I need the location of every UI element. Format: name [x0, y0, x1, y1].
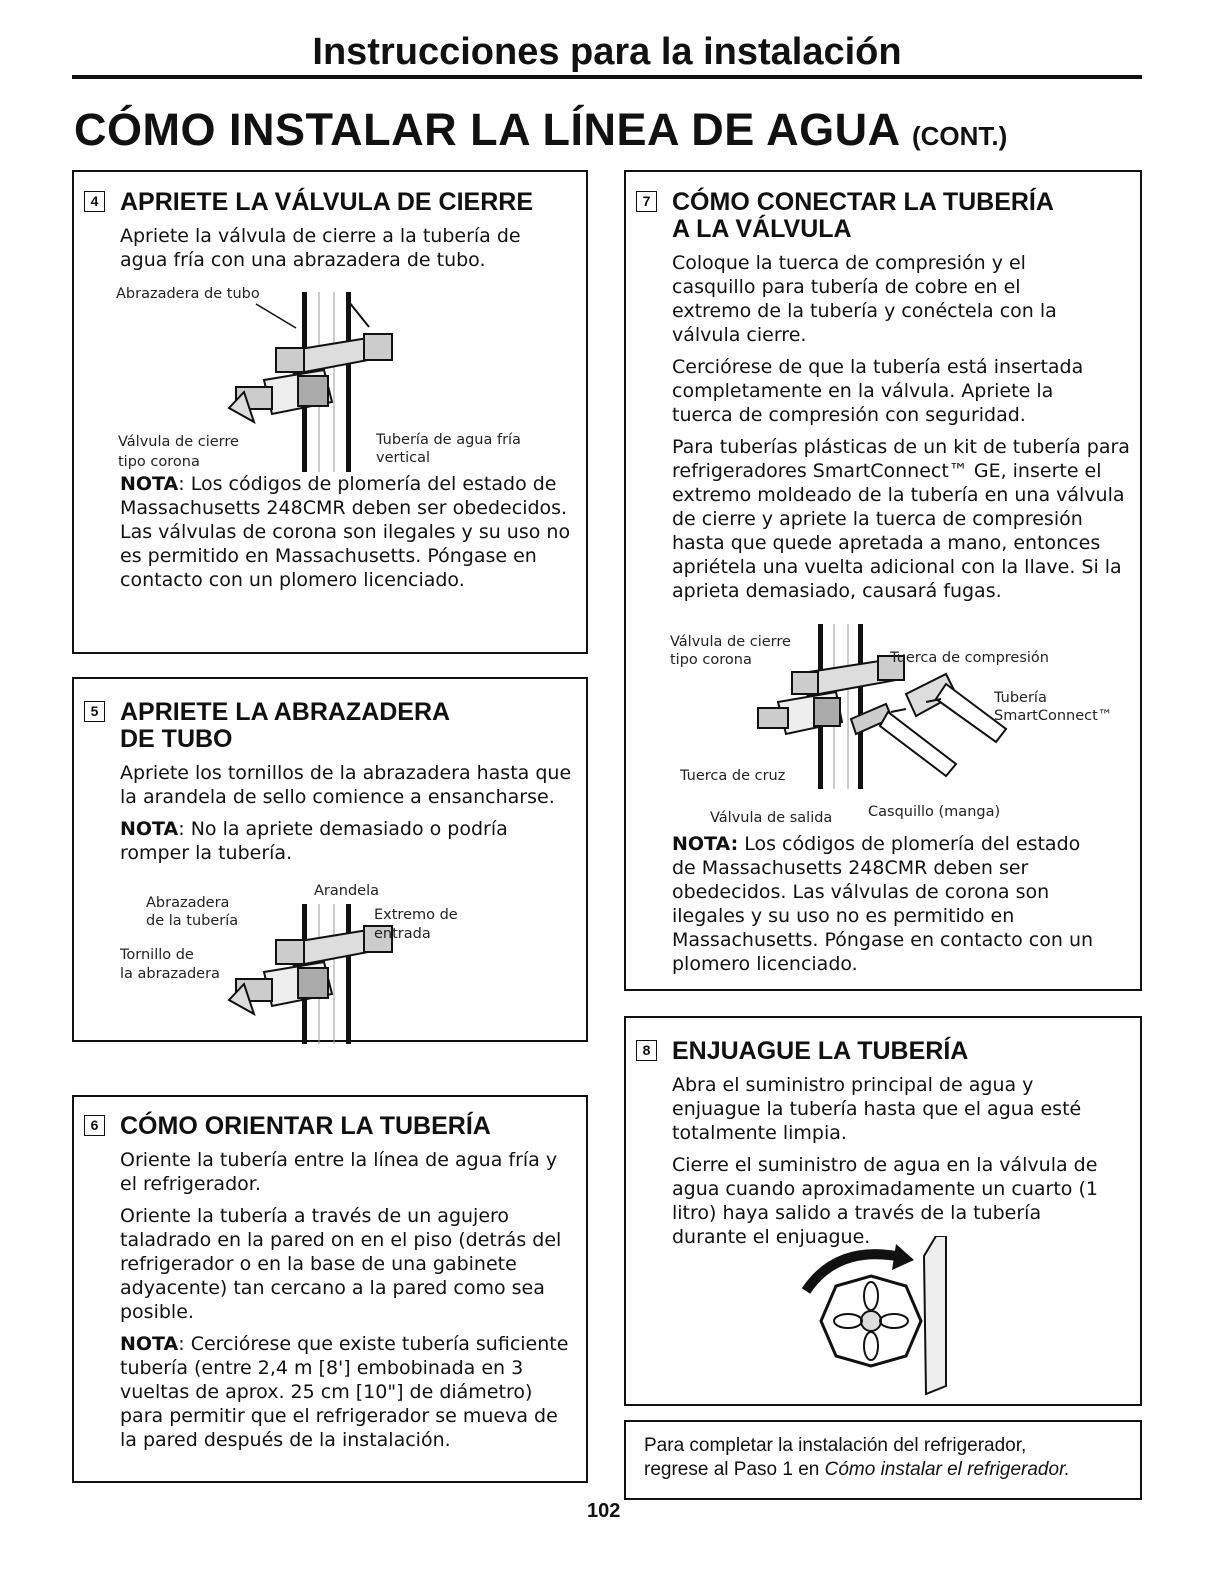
label-cold-pipe-2: vertical: [376, 450, 431, 466]
step-8-title: [626, 1038, 1140, 1065]
step-4-title: [74, 189, 586, 216]
step-8-title-text: ENJUAGUE LA TUBERÍA: [672, 1037, 969, 1065]
final-note-box: [624, 1420, 1142, 1500]
step-8-paragraph-2: Cierre el suministro de agua en la válvula de agua cuando aproximadamente un cuarto (1 litro) haya salido a través de la tubería durante el enjuague.: [672, 1154, 1098, 1248]
step-7-note: [672, 832, 1110, 976]
step-7-paragraph-2: Cerciórese de que la tubería está insertada completamente en la válvula. Apriete la tuerca de compresión con seguridad.: [672, 356, 1084, 426]
step-7-title-2: A LA VÁLVULA: [672, 215, 852, 243]
step-6-number: 6: [84, 1115, 105, 1136]
label-inlet-end-1: Extremo de: [374, 907, 458, 923]
step-6-note-text: : Cerciórese que existe tubería suficiente tubería (entre 2,4 m [8'] embobinada en 3 vueltas de aprox. 25 cm [10"] de diámetro) para permitir que el refrigerador se mueva de la pared después de la instalación.: [120, 1333, 569, 1451]
step-8-paragraph-1: Abra el suministro principal de agua y enjuague la tubería hasta que el agua esté totalmente limpia.: [672, 1074, 1082, 1144]
page-number: 102: [587, 1500, 621, 1522]
label-cross-nut: Tuerca de cruz: [680, 768, 786, 784]
step-8-number: 8: [636, 1040, 657, 1061]
step-4-note-label: NOTA: [120, 473, 179, 495]
step-5-box: [72, 677, 588, 1042]
step-4-box: [72, 170, 588, 654]
step-5-note-text: : No la apriete demasiado o podría romper la tubería.: [120, 818, 508, 864]
label-pipe-clamp: Abrazadera de tubo: [116, 286, 260, 302]
label-clamp-screw-1: Tornillo de: [120, 947, 194, 963]
step-7-number: 7: [636, 191, 657, 212]
page-header: Instrucciones para la instalación: [312, 31, 902, 73]
step-7-title: [626, 189, 1140, 243]
step-6-title-text: CÓMO ORIENTAR LA TUBERÍA: [120, 1112, 491, 1140]
step-5-title-2: DE TUBO: [120, 725, 233, 753]
label-pipe-clamp-2: de la tubería: [146, 913, 239, 929]
step-6-title: [74, 1113, 586, 1140]
label-tube-1: Tubería: [994, 690, 1047, 706]
step-4-paragraph: Apriete la válvula de cierre a la tubería de agua fría con una abrazadera de tubo.: [120, 225, 521, 271]
label-clamp-screw-2: la abrazadera: [120, 966, 220, 982]
label-tube-2: SmartConnect™: [994, 708, 1113, 724]
final-note-link: Cómo instalar el refrigerador.: [824, 1459, 1070, 1480]
step-7-note-text: Los códigos de plomería del estado de Massachusetts 248CMR deben ser obedecidos. Las válvulas de corona son ilegales y su uso no es permitido en Massachusetts. Póngase en contacto con un plomero licenciado.: [672, 833, 1094, 975]
tighten-clamp-diagram: [214, 904, 434, 1044]
step-5-title: [74, 699, 586, 753]
final-note-line-2-prefix: regrese al Paso 1 en: [644, 1459, 825, 1480]
label-sleeve: Casquillo (manga): [868, 804, 1001, 820]
label-pipe-clamp-1: Abrazadera: [146, 895, 230, 911]
step-5-note-label: NOTA: [120, 818, 179, 840]
step-6-box: [72, 1095, 588, 1483]
final-note-line-1: Para completar la instalación del refrigerador,: [644, 1435, 1027, 1456]
main-title: [74, 104, 1007, 162]
step-6-paragraph-1: Oriente la tubería entre la línea de agua fría y el refrigerador.: [120, 1149, 558, 1195]
step-6-note-label: NOTA: [120, 1333, 179, 1355]
step-4-note-text: : Los códigos de plomería del estado de Massachusetts 248CMR deben ser obedecidos. Las válvulas de corona son ilegales y su uso no es permitido en Massachusetts. Póngase en contacto con un plomero licenciado.: [120, 473, 571, 591]
step-6-paragraph-2: Oriente la tubería a través de un agujero taladrado en la pared on en el piso (detrás del refrigerador o en la base de una gabinete adyacente) tan cercano a la pared como sea posible.: [120, 1205, 562, 1323]
step-8-box: [624, 1016, 1142, 1406]
step-4-number: 4: [84, 191, 105, 212]
step-7-paragraph-3: Para tuberías plásticas de un kit de tubería para refrigeradores SmartConnect™ GE, inserte el extremo moldeado de la tubería en una válvula de cierre y apriete la tuerca de compresión hasta que quede apretada a mano, entonces apriétela una vuelta adicional con la llave. Si la aprieta demasiado, causará fugas.: [672, 436, 1130, 602]
arrow-clamp: [254, 302, 304, 332]
step-7-title-1: CÓMO CONECTAR LA TUBERÍA: [672, 188, 1054, 216]
label-valve-1: Válvula de cierre: [118, 434, 239, 450]
main-title-text: CÓMO INSTALAR LA LÍNEA DE AGUA: [74, 104, 899, 155]
step-5-note: [120, 817, 574, 865]
label-valve-2: tipo corona: [670, 652, 752, 668]
label-outlet-valve: Válvula de salida: [710, 810, 833, 826]
header-rule: [72, 75, 1142, 79]
step-7-note-label: NOTA:: [672, 833, 739, 855]
step-7-paragraph-1: Coloque la tuerca de compresión y el casquillo para tubería de cobre en el extremo de la tubería y conéctela con la válvula cierre.: [672, 252, 1057, 346]
label-washer: Arandela: [314, 883, 379, 899]
step-5-title-1: APRIETE LA ABRAZADERA: [120, 698, 451, 726]
step-5-paragraph: Apriete los tornillos de la abrazadera hasta que la arandela de sello comience a ensancharse.: [120, 762, 572, 808]
step-5-number: 5: [84, 701, 105, 722]
label-inlet-end-2: entrada: [374, 926, 431, 942]
step-4-title-text: APRIETE LA VÁLVULA DE CIERRE: [120, 188, 533, 216]
step-6-note: [120, 1332, 574, 1452]
label-valve-2: tipo corona: [118, 454, 200, 470]
step-7-box: [624, 170, 1142, 991]
main-title-suffix: (CONT.): [911, 121, 1008, 151]
label-compression-nut: Tuerca de compresión: [890, 650, 1049, 666]
label-cold-pipe-1: Tubería de agua fría: [376, 432, 521, 448]
step-4-note: [120, 472, 574, 592]
label-valve-1: Válvula de cierre: [670, 634, 791, 650]
valve-handle-diagram: [796, 1236, 976, 1396]
final-note-text: [626, 1422, 1140, 1482]
